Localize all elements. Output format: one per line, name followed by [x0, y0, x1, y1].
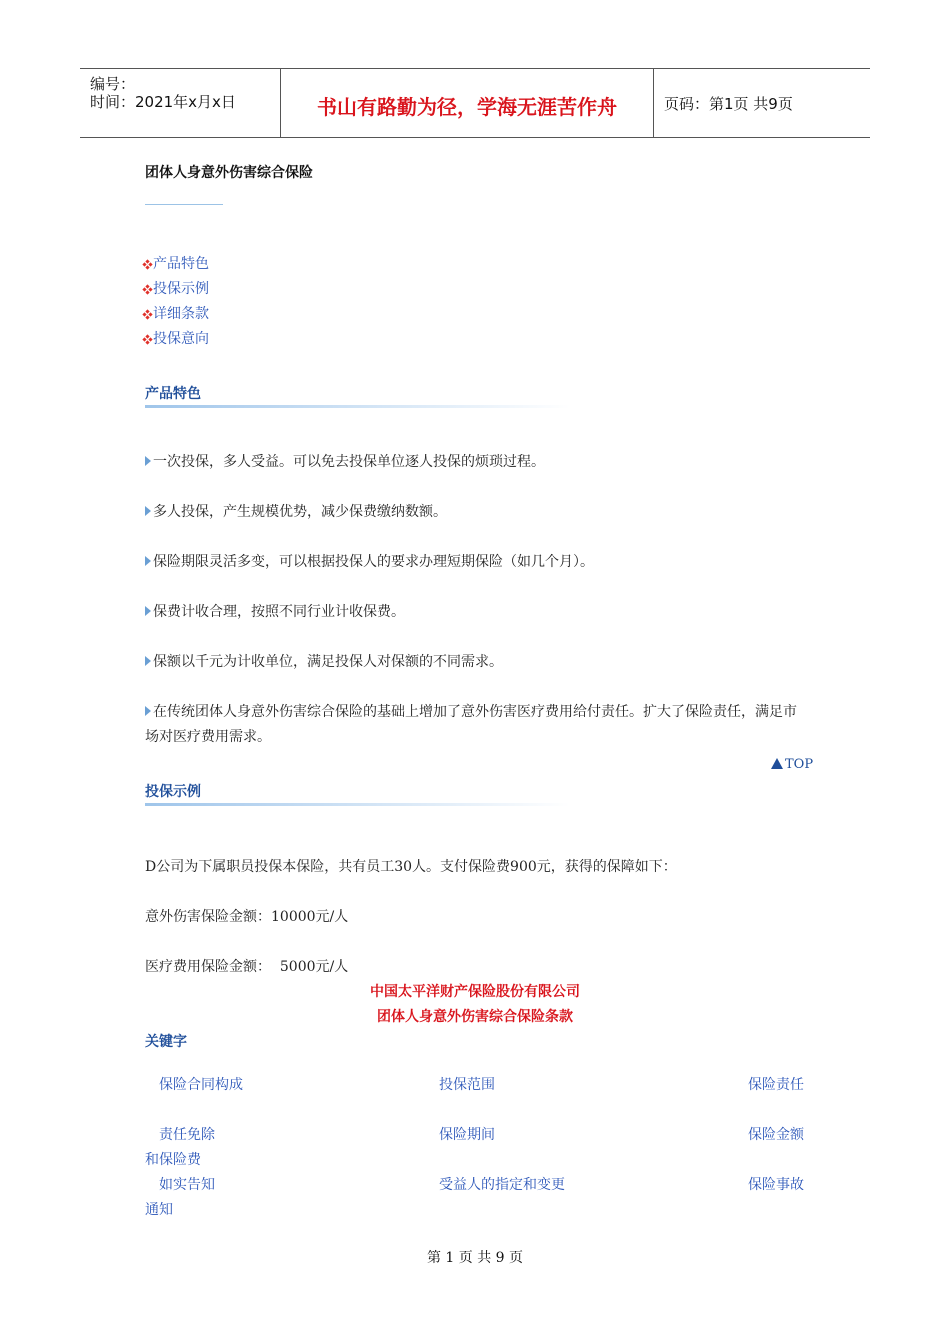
- nav-link-intent[interactable]: [143, 329, 209, 354]
- nav-link-features[interactable]: [143, 254, 209, 279]
- feature-item: [145, 650, 805, 675]
- up-triangle-icon: [771, 758, 783, 769]
- triangle-bullet-icon: [145, 606, 151, 616]
- example-heading: 投保示例: [145, 784, 201, 800]
- diamond-bullet-icon: [143, 285, 152, 294]
- feature-text: 多人投保，产生规模优势，减少保费缴纳数额。: [153, 504, 447, 520]
- triangle-bullet-icon: [145, 506, 151, 516]
- back-to-top-label: TOP: [785, 757, 814, 772]
- nav-link-label: 产品特色: [153, 256, 209, 272]
- feature-item: [145, 500, 805, 525]
- keyword-link[interactable]: 保险责任: [748, 1077, 804, 1093]
- example-line: 医疗费用保险金额： 5000元/人: [145, 959, 349, 975]
- header-center-cell: [281, 69, 654, 137]
- keyword-link[interactable]: 如实告知: [159, 1177, 215, 1193]
- example-heading-rule: [145, 803, 570, 806]
- keyword-link-wrap[interactable]: 和保险费: [145, 1152, 201, 1168]
- example-line: 意外伤害保险金额：10000元/人: [145, 909, 349, 925]
- diamond-bullet-icon: [143, 260, 152, 269]
- document-number-label: 编号：: [90, 75, 136, 93]
- feature-text: 一次投保，多人受益。可以免去投保单位逐人投保的烦琐过程。: [153, 454, 545, 470]
- keyword-link[interactable]: 责任免除: [159, 1127, 215, 1143]
- feature-item: [145, 550, 805, 575]
- triangle-bullet-icon: [145, 656, 151, 666]
- feature-text: 保险期限灵活多变，可以根据投保人的要求办理短期保险（如几个月）。: [153, 554, 594, 570]
- feature-text: 保费计收合理，按照不同行业计收保费。: [153, 604, 405, 620]
- header-left-cell: [80, 69, 281, 137]
- keyword-link[interactable]: 投保范围: [439, 1077, 495, 1093]
- nav-link-example[interactable]: [143, 279, 209, 304]
- back-to-top-link[interactable]: [771, 757, 813, 772]
- header-page-indicator: 页码：第1页 共9页: [664, 95, 793, 113]
- clause-title: 团体人身意外伤害综合保险条款: [377, 1009, 573, 1025]
- triangle-bullet-icon: [145, 456, 151, 466]
- header-table: [80, 68, 870, 138]
- diamond-bullet-icon: [143, 335, 152, 344]
- nav-link-label: 详细条款: [153, 306, 209, 322]
- feature-text: 在传统团体人身意外伤害综合保险的基础上增加了意外伤害医疗费用给付责任。扩大了保险责任，满足市场对医疗费用需求。: [145, 704, 797, 745]
- diamond-bullet-icon: [143, 310, 152, 319]
- feature-item: [145, 600, 805, 625]
- keywords-heading: 关键字: [145, 1034, 187, 1050]
- page-footer: 第 1 页 共 9 页: [426, 1250, 524, 1266]
- keyword-link[interactable]: 保险金额: [748, 1127, 804, 1143]
- feature-text: 保额以千元为计收单位，满足投保人对保额的不同需求。: [153, 654, 503, 670]
- nav-link-clauses[interactable]: [143, 304, 209, 329]
- section-nav: [143, 254, 209, 354]
- title-underline: [145, 204, 223, 205]
- header-motto: 书山有路勤为径，学海无涯苦作舟: [317, 95, 617, 119]
- features-heading-rule: [145, 405, 570, 408]
- example-line: D公司为下属职员投保本保险，共有员工30人。支付保险费900元，获得的保障如下：: [145, 859, 677, 875]
- keyword-link[interactable]: 保险事故: [748, 1177, 804, 1193]
- triangle-bullet-icon: [145, 556, 151, 566]
- feature-item: [145, 450, 805, 475]
- feature-item: [145, 700, 805, 750]
- triangle-bullet-icon: [145, 706, 151, 716]
- keyword-link[interactable]: 受益人的指定和变更: [439, 1177, 565, 1193]
- company-name: 中国太平洋财产保险股份有限公司: [370, 984, 580, 1000]
- document-time-label: 时间：2021年x月x日: [90, 93, 236, 111]
- keyword-link-wrap[interactable]: 通知: [145, 1202, 173, 1218]
- features-heading: 产品特色: [145, 386, 201, 402]
- nav-link-label: 投保意向: [153, 331, 209, 347]
- keyword-link[interactable]: 保险期间: [439, 1127, 495, 1143]
- header-right-cell: [654, 69, 870, 137]
- nav-link-label: 投保示例: [153, 281, 209, 297]
- document-title: 团体人身意外伤害综合保险: [145, 165, 313, 181]
- keyword-link[interactable]: 保险合同构成: [159, 1077, 243, 1093]
